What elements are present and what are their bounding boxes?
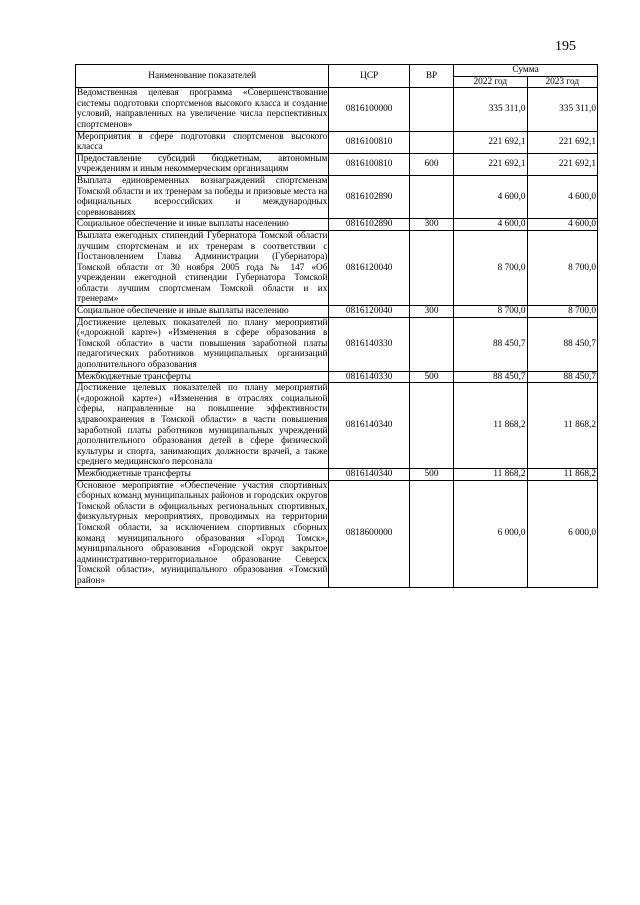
row-vr xyxy=(409,131,453,153)
row-name: Межбюджетные трансферты xyxy=(76,371,329,383)
row-vr: 300 xyxy=(409,306,453,318)
row-sum-2023: 335 311,0 xyxy=(527,88,597,131)
header-sum: Сумма xyxy=(454,65,598,77)
header-year-2022: 2022 год xyxy=(454,76,527,88)
table-row xyxy=(76,306,598,318)
row-sum-2023: 8 700,0 xyxy=(527,230,597,305)
row-sum-2022: 8 700,0 xyxy=(454,230,527,305)
table-row xyxy=(76,468,598,480)
row-csr: 0816140330 xyxy=(329,371,409,383)
row-csr: 0816102890 xyxy=(329,175,409,218)
table-row xyxy=(76,219,598,231)
row-sum-2022: 88 450,7 xyxy=(454,371,527,383)
row-sum-2023: 4 600,0 xyxy=(527,175,597,218)
row-name: Выплата ежегодных стипендий Губернатора Томской области лучшим спортсменам и их тренерам в соответствии с Постановлением Главы Администрации (Губернатора) Томской области от 30 ноября 2005 года № 147 «Об учреждении ежегодной стипендии Губернатора Томской области лучшим спортсменам Томской области и их тренерам» xyxy=(77,230,328,305)
row-sum-2023: 88 450,7 xyxy=(527,371,597,383)
row-vr: 600 xyxy=(409,153,453,175)
header-name: Наименование показателей xyxy=(76,65,329,88)
row-sum-2023: 6 000,0 xyxy=(527,480,597,587)
row-name: Достижение целевых показателей по плану мероприятий («дорожной карте») «Изменения в сфере образования в Томской области» в части повышения заработной платы педагогических работников муниципальных организаций дополнительного образования xyxy=(77,317,328,371)
row-sum-2022: 221 692,1 xyxy=(454,153,527,175)
page-number: 195 xyxy=(555,39,576,54)
row-name: Мероприятия в сфере подготовки спортсменов высокого класса xyxy=(77,131,328,153)
row-csr: 0816140340 xyxy=(329,468,409,480)
row-name: Ведомственная целевая программа «Совершенствование системы подготовки спортсменов высокого класса и создание условий, направленных на увеличение числа перспективных спортсменов» xyxy=(77,88,328,130)
row-csr: 0818600000 xyxy=(329,480,409,587)
row-name: Основное мероприятие «Обеспечение участия спортивных сборных команд муниципальных районов и городских округов Томской области в официальных региональных спортивных, физкультурных мероприятиях, проводимых на территории Томской области, за исключением спортивных сборных команд муниципального образования «Город Томск», муниципального образования «Городской округ закрытое административно-территориальное образование Северск Томской области», муниципального образования «Томский район» xyxy=(77,480,328,586)
row-name: Социальное обеспечение и иные выплаты населению xyxy=(76,219,329,231)
row-csr: 0816140330 xyxy=(329,317,409,371)
row-name: Социальное обеспечение и иные выплаты населению xyxy=(76,306,329,318)
row-vr xyxy=(409,480,453,587)
header-year-2023: 2023 год xyxy=(527,76,597,88)
row-csr: 0816100810 xyxy=(329,153,409,175)
row-sum-2022: 335 311,0 xyxy=(454,88,527,131)
row-name: Достижение целевых показателей по плану мероприятий («дорожной карте») «Изменения в отраслях социальной сферы, направленные на повышение эффективности здравоохранения в Томской области» в части повышения заработной платы работников муниципальных учреждений дополнительного образования детей в сфере физической культуры и спорта, занимающих должности врачей, а также среднего медицинского персонала xyxy=(77,383,328,468)
row-sum-2023: 11 868,2 xyxy=(527,468,597,480)
table-row xyxy=(76,230,598,305)
row-sum-2022: 11 868,2 xyxy=(454,383,527,469)
row-sum-2023: 11 868,2 xyxy=(527,383,597,469)
row-vr xyxy=(409,88,453,131)
row-sum-2023: 8 700,0 xyxy=(527,306,597,318)
row-sum-2022: 221 692,1 xyxy=(454,131,527,153)
row-vr: 500 xyxy=(409,468,453,480)
row-vr xyxy=(409,230,453,305)
table-header xyxy=(76,65,598,88)
row-sum-2022: 6 000,0 xyxy=(454,480,527,587)
row-sum-2023: 221 692,1 xyxy=(527,131,597,153)
row-vr: 500 xyxy=(409,371,453,383)
header-vr: ВР xyxy=(409,65,453,88)
row-vr xyxy=(409,383,453,469)
table-row xyxy=(76,88,598,131)
row-sum-2022: 4 600,0 xyxy=(454,219,527,231)
table-row xyxy=(76,371,598,383)
row-csr: 0816102890 xyxy=(329,219,409,231)
row-sum-2023: 88 450,7 xyxy=(527,317,597,371)
table-row xyxy=(76,317,598,371)
row-sum-2022: 8 700,0 xyxy=(454,306,527,318)
table-row xyxy=(76,480,598,587)
header-csr: ЦСР xyxy=(329,65,409,88)
row-csr: 0816120040 xyxy=(329,306,409,318)
row-csr: 0816120040 xyxy=(329,230,409,305)
row-name: Выплата единовременных вознаграждений спортсменам Томской области и их тренерам за победы и призовые места на официальных всероссийских и международных соревнованиях xyxy=(77,175,328,218)
row-csr: 0816100810 xyxy=(329,131,409,153)
row-name: Предоставление субсидий бюджетным, автономным учреждениям и иным некоммерческим организациям xyxy=(77,153,328,175)
row-sum-2023: 4 600,0 xyxy=(527,219,597,231)
row-csr: 0816140340 xyxy=(329,383,409,469)
table-row xyxy=(76,153,598,175)
table-row xyxy=(76,175,598,218)
table-row xyxy=(76,131,598,153)
row-vr xyxy=(409,317,453,371)
row-sum-2022: 4 600,0 xyxy=(454,175,527,218)
table-row xyxy=(76,383,598,469)
row-sum-2023: 221 692,1 xyxy=(527,153,597,175)
row-name: Межбюджетные трансферты xyxy=(76,468,329,480)
row-csr: 0816100000 xyxy=(329,88,409,131)
row-sum-2022: 88 450,7 xyxy=(454,317,527,371)
row-sum-2022: 11 868,2 xyxy=(454,468,527,480)
row-vr xyxy=(409,175,453,218)
row-vr: 300 xyxy=(409,219,453,231)
budget-table xyxy=(75,64,598,588)
